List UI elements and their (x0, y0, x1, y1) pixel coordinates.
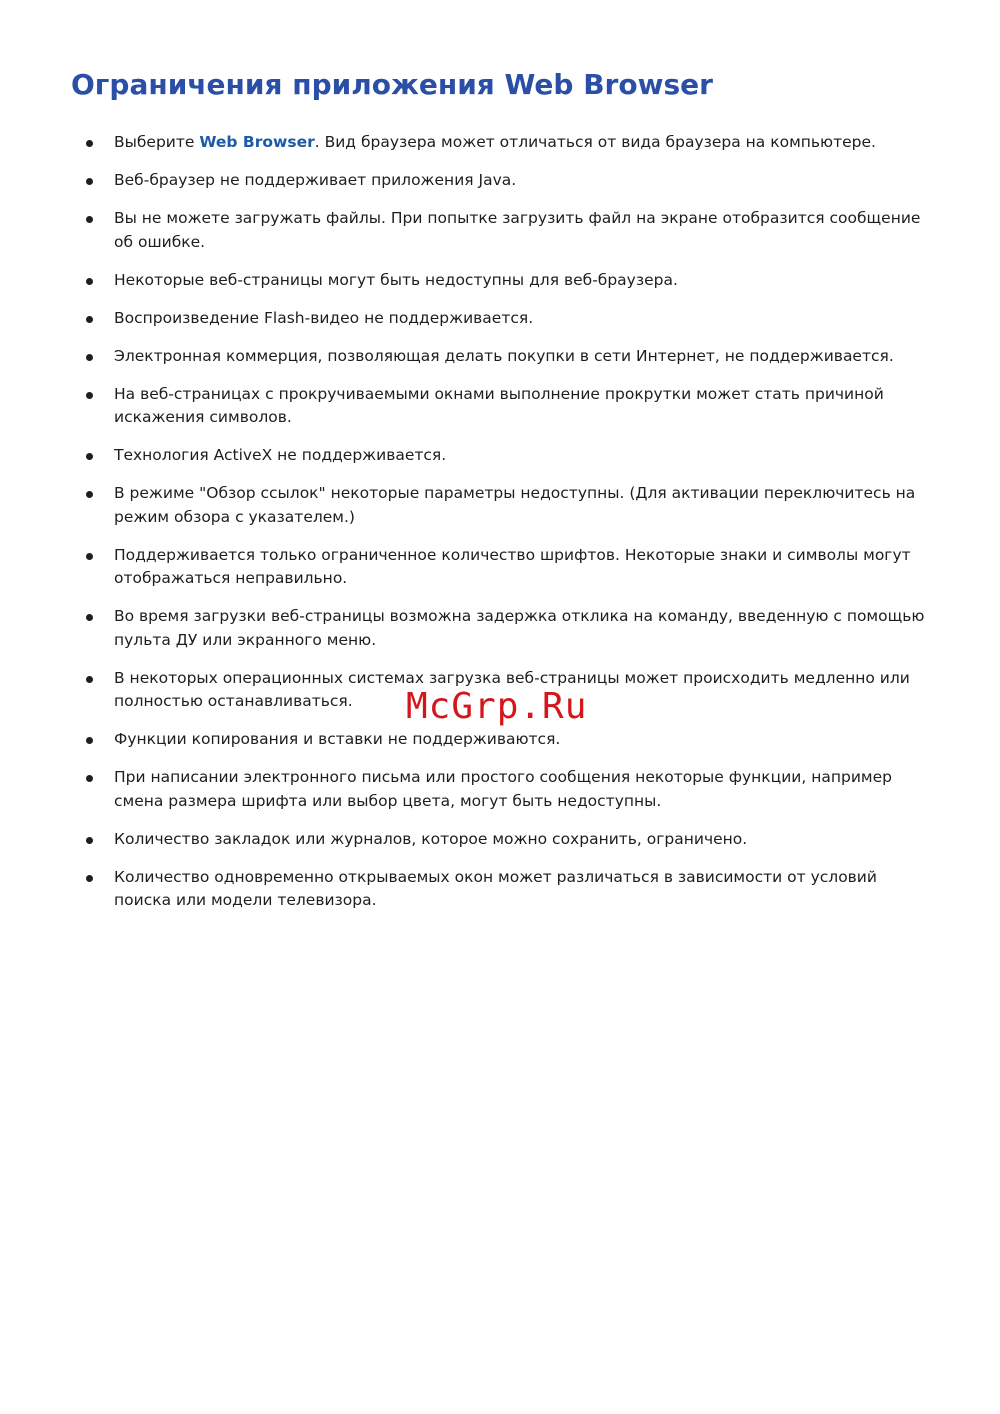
list-item-text: Технология ActiveX не поддерживается. (114, 446, 447, 464)
list-item-text: Некоторые веб-страницы могут быть недоступны для веб-браузера. (114, 270, 678, 289)
bullet-icon (86, 614, 93, 621)
bullet-icon (86, 354, 93, 361)
list-item-text: В некоторых операционных системах загрузка веб-страницы может происходить медленно или полностью останавливаться. (114, 668, 910, 710)
bullet-icon (86, 553, 93, 560)
web-browser-link[interactable]: Web Browser (199, 133, 315, 151)
list-item-text: Количество одновременно открываемых окон может различаться в зависимости от условий поиска или модели телевизора. (114, 867, 877, 909)
list-item (0, 383, 1000, 430)
bullet-icon (86, 491, 93, 498)
watermark: McGrp.Ru (406, 686, 588, 727)
list-item (0, 307, 1000, 331)
list-item-text-post: . Вид браузера может отличаться от вида браузера на компьютере. (314, 133, 876, 151)
bullet-icon (86, 216, 93, 223)
list-item (0, 866, 1000, 913)
bullet-icon (86, 278, 93, 285)
list-item-text: Функции копирования и вставки не поддерживаются. (114, 730, 561, 748)
list-item-text: Вы не можете загружать файлы. При попытке загрузить файл на экране отобразится сообщение об ошибке. (114, 209, 921, 251)
list-item (0, 169, 1000, 193)
bullet-icon (86, 178, 93, 185)
bullet-icon (86, 875, 93, 882)
bullet-icon (86, 775, 93, 782)
bullet-icon (86, 676, 93, 683)
restrictions-list (0, 131, 1000, 927)
list-item-text: Воспроизведение Flash-видео не поддерживается. (114, 308, 534, 327)
list-item (0, 345, 1000, 369)
bullet-icon (86, 392, 93, 399)
bullet-icon (86, 140, 93, 147)
list-item (0, 544, 1000, 591)
list-item-text-pre: Выберите (114, 133, 200, 151)
page-title: Ограничения приложения Web Browser (71, 68, 713, 101)
list-item-text: В режиме "Обзор ссылок" некоторые параметры недоступны. (Для активации переключитесь на режим обзора с указателем.) (114, 484, 916, 526)
list-item-text: Веб-браузер не поддерживает приложения Java. (114, 171, 517, 189)
list-item-text: Поддерживается только ограниченное количество шрифтов. Некоторые знаки и символы могут отображаться неправильно. (114, 545, 911, 587)
bullet-icon (86, 737, 93, 744)
bullet-icon (86, 316, 93, 323)
list-item (0, 269, 1000, 293)
list-item (0, 444, 1000, 468)
list-item-text: Во время загрузки веб-страницы возможна задержка отклика на команду, введенную с помощью пульта ДУ или экранного меню. (114, 607, 925, 649)
list-item (0, 828, 1000, 852)
bullet-icon (86, 453, 93, 460)
list-item (0, 605, 1000, 652)
list-item (0, 207, 1000, 254)
list-item-text: На веб-страницах с прокручиваемыми окнами выполнение прокрутки может стать причиной искажения символов. (114, 384, 884, 426)
list-item-text: Электронная коммерция, позволяющая делать покупки в сети Интернет, не поддерживается. (114, 346, 894, 365)
list-item (0, 766, 1000, 813)
list-item-text: Количество закладок или журналов, которое можно сохранить, ограничено. (114, 829, 748, 848)
list-item-text: При написании электронного письма или простого сообщения некоторые функции, например смена размера шрифта или выбор цвета, могут быть недоступны. (114, 768, 892, 810)
list-item (0, 482, 1000, 529)
bullet-icon (86, 837, 93, 844)
list-item (0, 728, 1000, 752)
list-item (0, 131, 1000, 155)
